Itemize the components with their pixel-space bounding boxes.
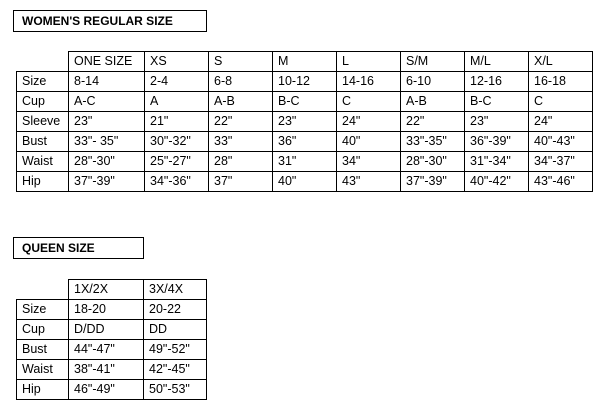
queen-size-table xyxy=(16,279,207,400)
table-cell: 34"-37" xyxy=(529,152,593,172)
corner-cell xyxy=(17,280,69,300)
column-header: M/L xyxy=(465,52,529,72)
table-cell: 20-22 xyxy=(144,300,207,320)
table-row xyxy=(17,320,207,340)
table-row xyxy=(17,360,207,380)
table-cell: C xyxy=(529,92,593,112)
table-cell: 33"-35" xyxy=(401,132,465,152)
table-cell: 14-16 xyxy=(337,72,401,92)
table-row xyxy=(17,132,593,152)
row-label: Size xyxy=(17,300,69,320)
table-cell: 40" xyxy=(337,132,401,152)
table-cell: 18-20 xyxy=(69,300,144,320)
table-row xyxy=(17,380,207,400)
table-cell: 33" xyxy=(209,132,273,152)
table-cell: 37"-39" xyxy=(69,172,145,192)
womens-regular-size-title: WOMEN'S REGULAR SIZE xyxy=(13,10,207,32)
row-label: Cup xyxy=(17,92,69,112)
row-label: Waist xyxy=(17,152,69,172)
table-cell: 25"-27" xyxy=(145,152,209,172)
column-header: XS xyxy=(145,52,209,72)
table-cell: 28"-30" xyxy=(401,152,465,172)
column-header: 3X/4X xyxy=(144,280,207,300)
table-cell: 22" xyxy=(209,112,273,132)
table-cell: 23" xyxy=(273,112,337,132)
column-header: M xyxy=(273,52,337,72)
row-label: Sleeve xyxy=(17,112,69,132)
table-cell: A-B xyxy=(209,92,273,112)
column-header: X/L xyxy=(529,52,593,72)
table-cell: B-C xyxy=(465,92,529,112)
table-cell: 12-16 xyxy=(465,72,529,92)
table-cell: D/DD xyxy=(69,320,144,340)
table-cell: 40" xyxy=(273,172,337,192)
table-cell: 44"-47" xyxy=(69,340,144,360)
table-cell: 22" xyxy=(401,112,465,132)
table-row xyxy=(17,172,593,192)
table-cell: 23" xyxy=(465,112,529,132)
row-label: Bust xyxy=(17,340,69,360)
column-header: 1X/2X xyxy=(69,280,144,300)
row-label: Hip xyxy=(17,380,69,400)
table-header-row xyxy=(17,280,207,300)
table-cell: A-C xyxy=(69,92,145,112)
row-label: Cup xyxy=(17,320,69,340)
table-cell: 34"-36" xyxy=(145,172,209,192)
table-cell: A xyxy=(145,92,209,112)
table-cell: 28"-30" xyxy=(69,152,145,172)
table-row xyxy=(17,300,207,320)
row-label: Bust xyxy=(17,132,69,152)
table-cell: 42"-45" xyxy=(144,360,207,380)
table-cell: 37" xyxy=(209,172,273,192)
table-cell: 10-12 xyxy=(273,72,337,92)
table-cell: 43"-46" xyxy=(529,172,593,192)
corner-cell xyxy=(17,52,69,72)
table-header-row xyxy=(17,52,593,72)
table-cell: 33"- 35" xyxy=(69,132,145,152)
table-cell: 34" xyxy=(337,152,401,172)
table-cell: 28" xyxy=(209,152,273,172)
row-label: Size xyxy=(17,72,69,92)
table-cell: 38"-41" xyxy=(69,360,144,380)
table-cell: 16-18 xyxy=(529,72,593,92)
table-cell: 37"-39" xyxy=(401,172,465,192)
table-cell: 23" xyxy=(69,112,145,132)
table-row xyxy=(17,152,593,172)
table-cell: 30"-32" xyxy=(145,132,209,152)
table-cell: 24" xyxy=(337,112,401,132)
table-cell: 46"-49" xyxy=(69,380,144,400)
table-cell: DD xyxy=(144,320,207,340)
table-cell: 2-4 xyxy=(145,72,209,92)
table-cell: 8-14 xyxy=(69,72,145,92)
row-label: Waist xyxy=(17,360,69,380)
table-row xyxy=(17,340,207,360)
row-label: Hip xyxy=(17,172,69,192)
table-cell: 24" xyxy=(529,112,593,132)
table-cell: 31"-34" xyxy=(465,152,529,172)
table-cell: C xyxy=(337,92,401,112)
column-header: S xyxy=(209,52,273,72)
table-cell: 43" xyxy=(337,172,401,192)
womens-size-table xyxy=(16,51,593,192)
table-cell: 40"-42" xyxy=(465,172,529,192)
table-row xyxy=(17,92,593,112)
table-cell: 49"-52" xyxy=(144,340,207,360)
table-cell: 6-10 xyxy=(401,72,465,92)
table-cell: 31" xyxy=(273,152,337,172)
table-cell: B-C xyxy=(273,92,337,112)
table-cell: 36" xyxy=(273,132,337,152)
table-row xyxy=(17,72,593,92)
column-header: ONE SIZE xyxy=(69,52,145,72)
table-cell: A-B xyxy=(401,92,465,112)
table-cell: 21" xyxy=(145,112,209,132)
queen-size-title: QUEEN SIZE xyxy=(13,237,144,259)
table-cell: 6-8 xyxy=(209,72,273,92)
table-row xyxy=(17,112,593,132)
table-cell: 50"-53" xyxy=(144,380,207,400)
column-header: S/M xyxy=(401,52,465,72)
table-cell: 36"-39" xyxy=(465,132,529,152)
column-header: L xyxy=(337,52,401,72)
table-cell: 40"-43" xyxy=(529,132,593,152)
